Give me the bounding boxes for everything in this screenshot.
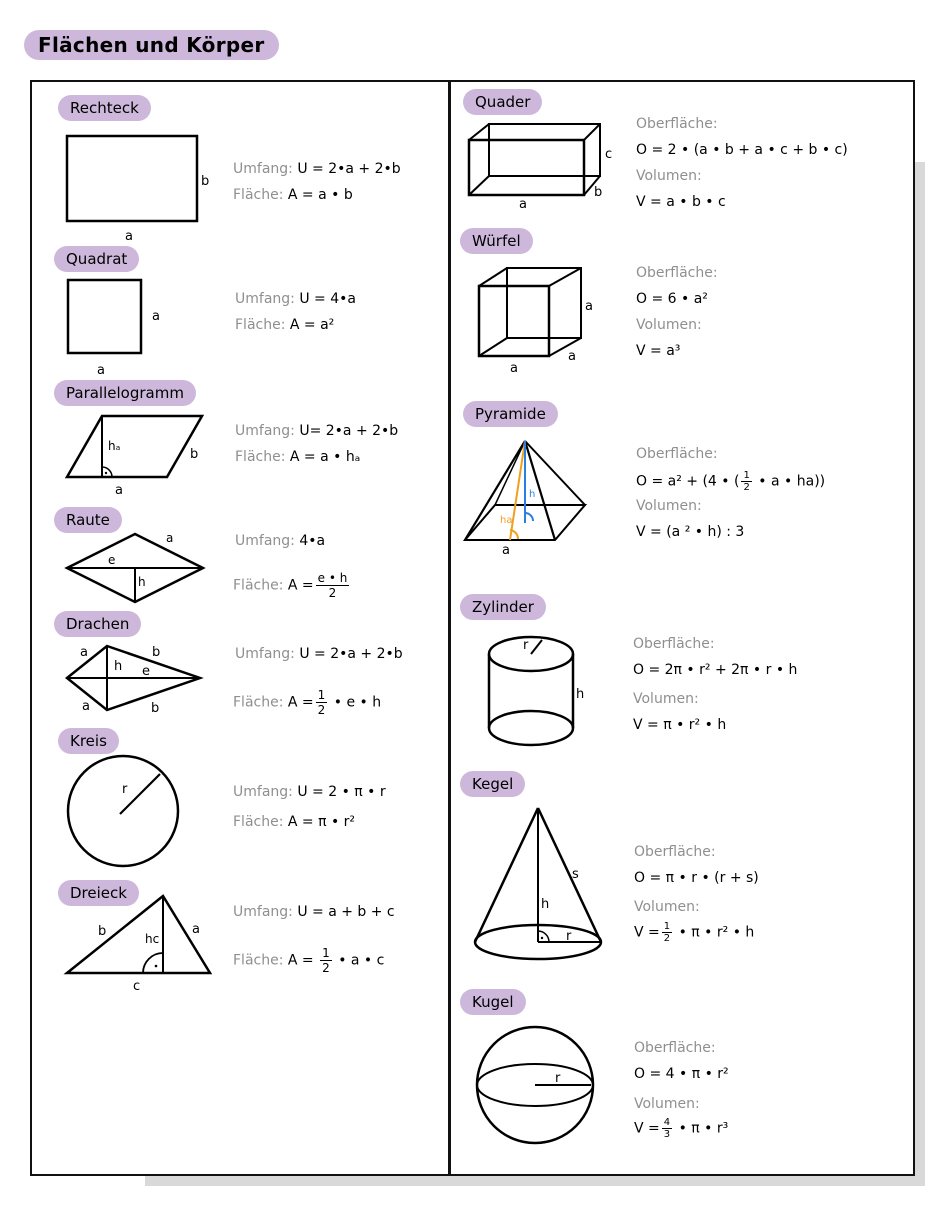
kegel-oberflaeche-label: Oberfläche: <box>634 844 716 860</box>
raute-flaeche <box>233 571 351 600</box>
raute-side-a: a <box>166 531 174 545</box>
raute-height: h <box>138 575 146 589</box>
quader-volumen-formula: V = a • b • c <box>636 194 726 210</box>
raute-umfang <box>235 532 325 550</box>
kugel-volumen-prefix: V = <box>634 1120 660 1137</box>
umfang-label: Umfang: <box>233 904 293 920</box>
kugel-volumen-numerator: 4 <box>663 1117 671 1128</box>
kugel-volumen <box>634 1117 728 1140</box>
zylinder-radius: r <box>523 638 529 653</box>
zylinder-volumen-formula: V = π • r² • h <box>633 717 727 733</box>
kreis-flaeche <box>233 813 355 831</box>
rechteck-flaeche-formula: A = a • b <box>287 187 353 203</box>
zylinder-oberflaeche-label: Oberfläche: <box>633 636 715 652</box>
dreieck-umfang-formula: U = a + b + c <box>297 904 395 920</box>
kugel-oberflaeche-formula: O = 4 • π • r² <box>634 1066 729 1082</box>
parallelogramm-side-b: b <box>190 447 199 462</box>
quadrat-flaeche-formula: A = a² <box>289 317 335 333</box>
drachen-height: h <box>114 659 123 674</box>
dreieck-title: Dreieck <box>58 880 139 906</box>
wuerfel-oberflaeche-label: Oberfläche: <box>636 265 718 281</box>
flaeche-label: Fläche: <box>233 814 284 830</box>
kugel-volumen-fraction <box>662 1117 672 1140</box>
quadrat-side-right: a <box>152 309 160 324</box>
drachen-flaeche-prefix: A = <box>287 694 314 711</box>
kegel-height: h <box>541 897 550 912</box>
flaeche-label: Fläche: <box>235 317 286 333</box>
dreieck-side-b: b <box>98 924 107 939</box>
drachen-flaeche <box>233 688 381 717</box>
parallelogramm-side-a: a <box>115 483 123 498</box>
pyramide-volumen-label: Volumen: <box>636 498 702 514</box>
rechteck-side-b: b <box>201 174 210 189</box>
raute-flaeche-denominator: 2 <box>316 585 350 600</box>
kreis-figure <box>60 756 190 871</box>
parallelogramm-flaeche <box>235 448 360 466</box>
drachen-title: Drachen <box>54 611 141 637</box>
pyramide-volumen-formula: V = (a ² • h) : 3 <box>636 524 745 540</box>
dreieck-side-a: a <box>192 922 200 937</box>
raute-flaeche-numerator: e • h <box>317 571 348 585</box>
parallelogramm-flaeche-formula: A = a • hₐ <box>289 449 361 465</box>
wuerfel-title: Würfel <box>460 228 533 254</box>
kreis-flaeche-formula: A = π • r² <box>287 814 356 830</box>
kegel-radius: r <box>566 929 572 944</box>
drachen-diag-e: e <box>142 664 150 679</box>
dreieck-flaeche-fraction <box>320 946 332 975</box>
drachen-side-b-top: b <box>152 645 161 660</box>
dreieck-flaeche-denominator: 2 <box>322 961 330 975</box>
flaeche-label: Fläche: <box>233 577 284 594</box>
zylinder-title: Zylinder <box>460 594 546 620</box>
umfang-label: Umfang: <box>233 784 293 800</box>
kegel-oberflaeche-formula: O = π • r • (r + s) <box>634 870 759 886</box>
dreieck-flaeche-suffix: • a • c <box>338 952 385 969</box>
kugel-volumen-label: Volumen: <box>634 1096 700 1112</box>
quader-volumen-label: Volumen: <box>636 168 702 184</box>
parallelogramm-height: hₐ <box>108 439 121 453</box>
quadrat-side-bottom: a <box>97 363 105 378</box>
pyramide-title: Pyramide <box>463 401 558 427</box>
rechteck-umfang-formula: U = 2•a + 2•b <box>297 161 401 177</box>
pyramide-oberflaeche-suffix: • a • ha)) <box>758 473 826 490</box>
kegel-volumen <box>634 921 754 944</box>
quadrat-figure <box>60 274 180 379</box>
flaeche-label: Fläche: <box>233 187 284 203</box>
kegel-title: Kegel <box>460 771 525 797</box>
pyramide-oberflaeche-label: Oberfläche: <box>636 446 718 462</box>
dreieck-side-c: c <box>133 979 141 994</box>
kugel-oberflaeche-label: Oberfläche: <box>634 1040 716 1056</box>
kugel-title: Kugel <box>460 989 526 1015</box>
kegel-slant: s <box>572 867 579 882</box>
kegel-volumen-label: Volumen: <box>634 899 700 915</box>
parallelogramm-umfang-formula: U= 2•a + 2•b <box>299 423 399 439</box>
dreieck-umfang <box>233 903 395 921</box>
quader-oberflaeche-label: Oberfläche: <box>636 116 718 132</box>
column-divider <box>448 80 451 1174</box>
quadrat-flaeche <box>235 316 334 334</box>
quader-oberflaeche-formula: O = 2 • (a • b + a • c + b • c) <box>636 142 848 158</box>
umfang-label: Umfang: <box>235 423 295 439</box>
kugel-volumen-suffix: • π • r³ <box>678 1120 729 1137</box>
quadrat-umfang <box>235 290 356 308</box>
umfang-label: Umfang: <box>235 646 295 662</box>
drachen-flaeche-numerator: 1 <box>317 688 326 702</box>
pyramide-oberflaeche-denominator: 2 <box>743 482 750 493</box>
zylinder-oberflaeche-formula: O = 2π • r² + 2π • r • h <box>633 662 798 678</box>
quader-edge-b: b <box>594 185 603 200</box>
kegel-volumen-suffix: • π • r² • h <box>678 924 755 941</box>
wuerfel-edge-bottom: a <box>510 361 518 376</box>
pyramide-oberflaeche <box>636 470 825 493</box>
pyramide-figure <box>458 435 598 560</box>
zylinder-height: h <box>576 687 585 702</box>
umfang-label: Umfang: <box>235 291 295 307</box>
wuerfel-volumen-formula: V = a³ <box>636 343 681 359</box>
drachen-side-a-top: a <box>80 645 88 660</box>
flaeche-label: Fläche: <box>233 694 284 711</box>
wuerfel-edge-depth: a <box>568 349 576 364</box>
dreieck-flaeche <box>233 946 384 975</box>
dreieck-flaeche-prefix: A = <box>287 952 314 969</box>
drachen-flaeche-denominator: 2 <box>317 703 326 717</box>
kegel-figure <box>468 802 608 962</box>
pyramide-edge-a: a <box>502 543 510 558</box>
dreieck-figure <box>60 890 220 995</box>
raute-flaeche-prefix: A = <box>287 577 314 594</box>
parallelogramm-figure <box>60 410 220 500</box>
rechteck-flaeche <box>233 186 353 204</box>
umfang-label: Umfang: <box>235 533 295 549</box>
drachen-side-b-bottom: b <box>151 701 160 716</box>
flaeche-label: Fläche: <box>233 952 284 969</box>
kreis-title: Kreis <box>58 728 119 754</box>
kugel-radius: r <box>555 1071 561 1086</box>
rechteck-side-a: a <box>125 229 133 244</box>
quadrat-title: Quadrat <box>54 246 139 272</box>
raute-umfang-formula: 4•a <box>299 533 326 549</box>
quader-figure <box>462 118 627 213</box>
page-title: Flächen und Körper <box>24 30 279 60</box>
kreis-umfang-formula: U = 2 • π • r <box>297 784 386 800</box>
zylinder-volumen-label: Volumen: <box>633 691 699 707</box>
rechteck-figure <box>60 130 220 245</box>
pyramide-oberflaeche-numerator: 1 <box>743 470 750 481</box>
quadrat-umfang-formula: U = 4•a <box>299 291 356 307</box>
drachen-side-a-bottom: a <box>82 699 90 714</box>
quader-title: Quader <box>463 89 542 115</box>
kegel-volumen-numerator: 1 <box>663 921 671 932</box>
quader-edge-a: a <box>519 197 527 212</box>
raute-flaeche-fraction <box>316 571 350 600</box>
pyramide-height: h <box>529 489 536 500</box>
wuerfel-figure <box>472 262 612 377</box>
wuerfel-edge-right: a <box>585 299 593 314</box>
parallelogramm-umfang <box>235 422 398 440</box>
drachen-umfang-formula: U = 2•a + 2•b <box>299 646 403 662</box>
dreieck-height: hc <box>145 932 160 946</box>
dreieck-flaeche-numerator: 1 <box>322 946 330 960</box>
zylinder-figure <box>480 632 600 757</box>
rechteck-title: Rechteck <box>58 95 151 121</box>
kegel-volumen-denominator: 2 <box>663 933 671 944</box>
pyramide-slant: ha <box>500 515 513 526</box>
kreis-radius: r <box>122 782 128 797</box>
umfang-label: Umfang: <box>233 161 293 177</box>
raute-figure <box>60 528 220 608</box>
kugel-figure <box>472 1025 602 1150</box>
kegel-volumen-prefix: V = <box>634 924 660 941</box>
flaeche-label: Fläche: <box>235 449 286 465</box>
pyramide-oberflaeche-prefix: O = a² + (4 • ( <box>636 473 740 490</box>
wuerfel-oberflaeche-formula: O = 6 • a² <box>636 291 708 307</box>
drachen-umfang <box>235 645 403 663</box>
pyramide-oberflaeche-fraction <box>741 470 751 493</box>
drachen-flaeche-fraction <box>316 688 328 717</box>
rechteck-umfang <box>233 160 401 178</box>
kegel-volumen-fraction <box>662 921 672 944</box>
drachen-figure <box>60 640 220 720</box>
drachen-flaeche-suffix: • e • h <box>333 694 382 711</box>
kugel-volumen-denominator: 3 <box>663 1129 671 1140</box>
kreis-umfang <box>233 783 386 801</box>
wuerfel-volumen-label: Volumen: <box>636 317 702 333</box>
raute-title: Raute <box>54 507 122 533</box>
parallelogramm-title: Parallelogramm <box>54 380 196 406</box>
raute-diag-e: e <box>108 553 116 567</box>
quader-edge-c: c <box>605 147 613 162</box>
